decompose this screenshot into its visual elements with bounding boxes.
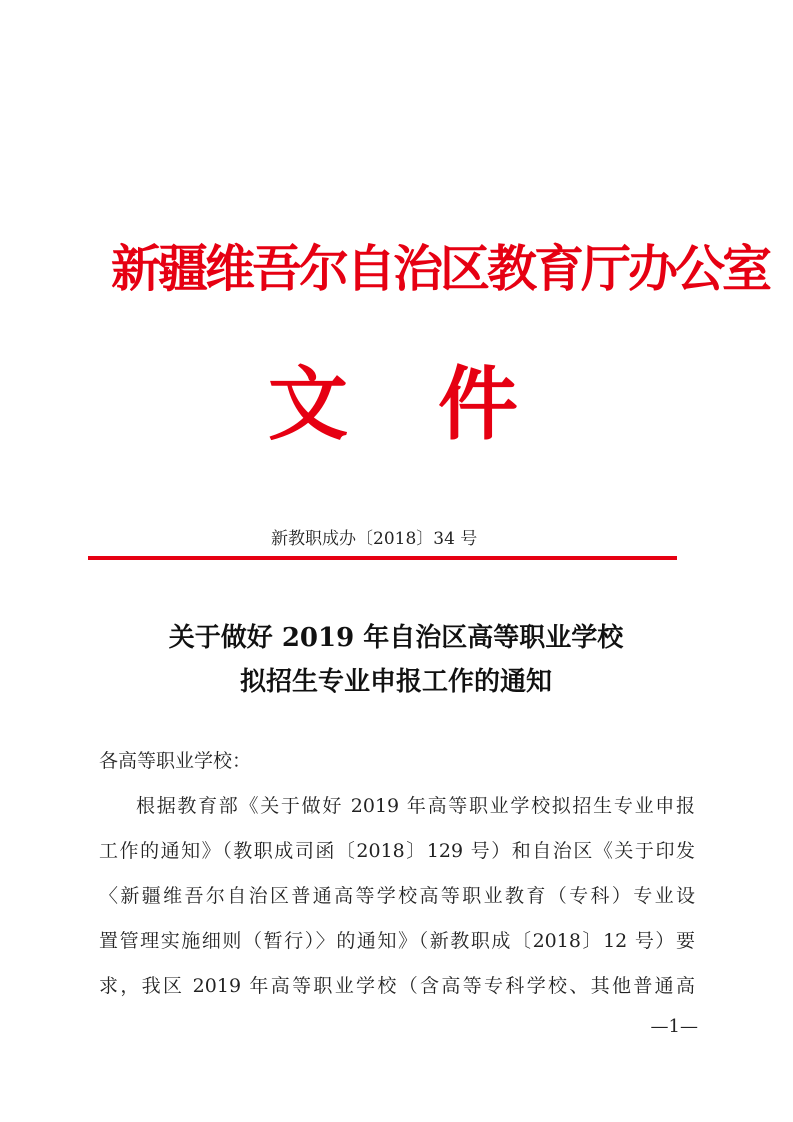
notice-title-line: 关于做好 2019 年自治区高等职业学校 xyxy=(168,623,624,653)
notice-title-line: 拟招生专业申报工作的通知 xyxy=(239,667,552,697)
notice-title xyxy=(96,616,696,704)
issuing-office-title: 新疆维吾尔自治区教育厅办公室 xyxy=(111,239,769,298)
body-text-line: 求，我区 2019 年高等职业学校（含高等专科学校、其他普通高 xyxy=(99,975,695,997)
body-text-line: 〈新疆维吾尔自治区普通高等学校高等职业教育（专科）专业设 xyxy=(99,885,695,907)
salutation: 各高等职业学校： xyxy=(99,750,252,772)
page-number: —1— xyxy=(650,1016,698,1037)
document-number: 新教职成办〔2018〕34 号 xyxy=(271,529,478,549)
body-text-line: 工作的通知》（教职成司函〔2018〕129 号）和自治区《关于印发 xyxy=(99,840,695,862)
red-divider-line xyxy=(88,556,677,560)
document-type-label: 文件 xyxy=(268,357,608,451)
body-text-line: 根据教育部《关于做好 2019 年高等职业学校拟招生专业申报 xyxy=(136,795,695,817)
body-text-line: 置管理实施细则（暂行）〉的通知》（新教职成〔2018〕12 号）要 xyxy=(99,930,695,952)
